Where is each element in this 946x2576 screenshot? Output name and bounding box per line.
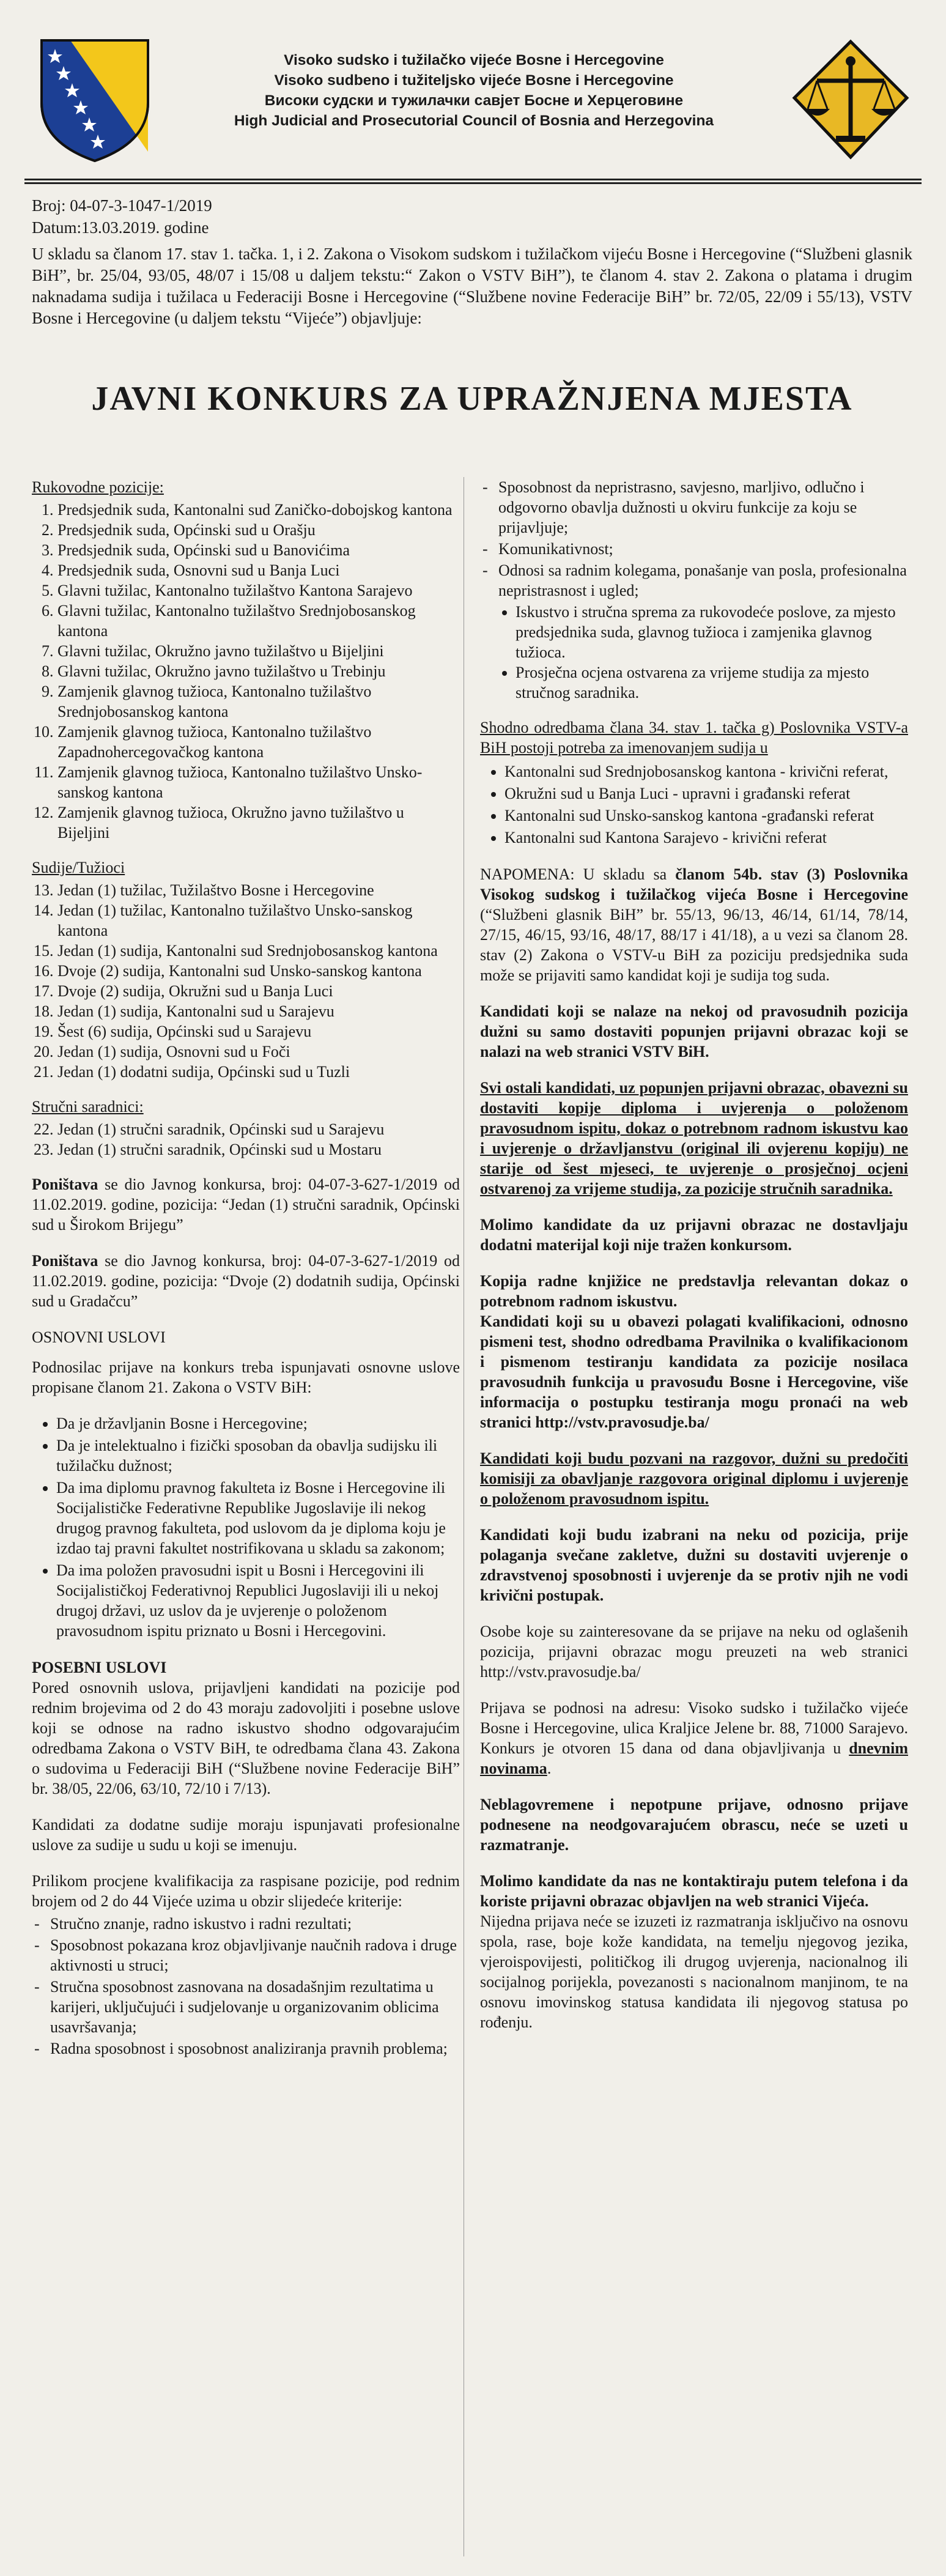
ponistava-label: Poništava	[32, 1252, 98, 1270]
izabrani-paragraph: Kandidati koji budu izabrani na neku od pozicija, prije polaganja svečane zakletve, dužni su dostaviti uvjerenje o zdravstvenoj sposobnosti i uvjerenje da se protiv njih ne vodi krivični postupak.	[480, 1526, 908, 1604]
ponistava-label: Poništava	[32, 1175, 98, 1193]
list-item: 23. Jedan (1) stručni saradnik, Općinski sud u Mostaru	[57, 1139, 460, 1160]
list-item: • Iskustvo i stručna sprema za rukovodeće poslove, za mjesto predsjednika suda, glavnog tužioca i zamjenika glavnog tužioca.	[515, 602, 908, 662]
testiranje-paragraph: Kandidati koji su u obavezi polagati kvalifikacioni, odnosno pismeni test, shodno odredbama Pravilnika o kvalifikacionom i pismenom testiranju kandidata za pozicije nosilaca pravosudnih funkcija u pravosuđu Bosne i Hercegovine, više informacija o postupku testiranja mogu pronaći na web stranici http://vstv.pravosudje.ba/	[480, 1312, 908, 1431]
list-item: - Sposobnost pokazana kroz objavljivanje naučnih radova i druge aktivnosti u struci;	[50, 1935, 460, 1975]
header-rule-top	[24, 179, 922, 180]
adresa-suffix: .	[547, 1760, 552, 1777]
institution-names	[220, 50, 728, 131]
list-item: 2. Predsjednik suda, Općinski sud u Orašju	[57, 520, 460, 540]
document-number: Broj: 04-07-3-1047-1/2019	[32, 196, 212, 215]
list-item: - Stručno znanje, radno iskustvo i radni rezultati;	[50, 1914, 460, 1934]
list-item: 7. Glavni tužilac, Okružno javno tužilaštvo u Bijeljini	[57, 641, 460, 661]
list-item: - Sposobnost da nepristrasno, savjesno, marljivo, odlučno i odgovorno obavlja dužnosti u okviru funkcije za koju se prijavljuje;	[498, 477, 908, 538]
list-item: • Prosječna ocjena ostvarena za vrijeme studija za mjesto stručnog saradnika.	[515, 662, 908, 703]
list-item: • Kantonalni sud Kantona Sarajevo - krivični referat	[504, 827, 908, 848]
list-kriteriji-right	[480, 477, 908, 601]
list-sudije	[32, 880, 460, 1082]
list-item: • Da ima položen pravosudni ispit u Bosni i Hercegovini ili Socijalističkoj Federativnoj Republici Jugoslaviji ili u nekoj drugoj državi, uz uslov da je uvjerenje o položenom pravosudnom ispitu priznato u Bosni i Hercegovini.	[56, 1560, 460, 1641]
list-item: 1. Predsjednik suda, Kantonalni sud Zaničko-dobojskog kantona	[57, 500, 460, 520]
list-osnovni-uslovi	[32, 1413, 460, 1641]
header	[24, 29, 922, 170]
left-column	[32, 477, 460, 2060]
list-shodno-sudovi	[480, 761, 908, 848]
list-item: 10. Zamjenik glavnog tužioca, Kantonalno tužilaštvo Zapadnohercegovačkog kantona	[57, 722, 460, 762]
document-date: Datum:13.03.2019. godine	[32, 218, 209, 237]
svi-ostali-paragraph: Svi ostali kandidati, uz popunjen prijavni obrazac, obavezni su dostaviti kopije diploma i uvjerenja o položenom pravosudnom ispitu, dokaz o potrebnom radnom iskustvu kao i uvjerenje o državljanstvu (original ili ovjerenu kopiju) ne starije od šest mjeseci, te uvjerenje o prosječnoj ocjeni ostvarenoj za vrijeme studija, za pozicije stručnih saradnika.	[480, 1079, 908, 1197]
list-item: 6. Glavni tužilac, Kantonalno tužilaštvo Srednjobosanskog kantona	[57, 601, 460, 641]
list-item: 13. Jedan (1) tužilac, Tužilaštvo Bosne i Hercegovine	[57, 880, 460, 900]
section-heading-sudije: Sudije/Tužioci	[32, 859, 125, 876]
institution-name-english: High Judicial and Prosecutorial Council of Bosnia and Herzegovina	[234, 113, 714, 129]
section-heading-rukovodne: Rukovodne pozicije:	[32, 478, 164, 496]
list-item: 18. Jedan (1) sudija, Kantonalni sud u Sarajevu	[57, 1001, 460, 1021]
scales-of-justice-icon	[789, 37, 912, 162]
nalaze-paragraph: Kandidati koji se nalaze na nekoj od pravosudnih pozicija dužni su samo dostaviti popunjen prijavni obrazac koji se nalazi na web stranici VSTV BiH.	[480, 1002, 908, 1060]
shodno-paragraph: Shodno odredbama člana 34. stav 1. tačka g) Poslovnika VSTV-a BiH postoji potreba za imenovanjem sudija u	[480, 719, 908, 757]
page-title: JAVNI KONKURS ZA UPRAŽNJENA MJESTA	[91, 380, 853, 418]
kopija-paragraph: Kopija radne knjižice ne predstavlja relevantan dokaz o potrebnom radnom iskustvu.	[480, 1272, 908, 1310]
list-item: 3. Predsjednik suda, Općinski sud u Banovićima	[57, 540, 460, 560]
list-item: - Odnosi sa radnim kolegama, ponašanje van posla, profesionalna nepristrasnost i ugled;	[498, 560, 908, 601]
list-item: 21. Jedan (1) dodatni sudija, Općinski sud u Tuzli	[57, 1062, 460, 1082]
list-item: 19. Šest (6) sudija, Općinski sud u Sarajevu	[57, 1021, 460, 1042]
dnevne-novine-text: dnevnim novinama	[480, 1739, 908, 1777]
nijedna-paragraph: Nijedna prijava neće se izuzeti iz razmatranja isključivo na osnovu spola, rase, boje kože kandidata, na temelju njegovog jezika, vjeroispovijesti, političkog ili drugog uvjerenja, nacionalnog ili socijalnog porijekla, povezanosti s nacionalnom manjinom, te na osnovu imovinskog statusa kandidata ili njegovog statusa po rođenju.	[480, 1912, 908, 2031]
list-item: 16. Dvoje (2) sudija, Kantonalni sud Unsko-sanskog kantona	[57, 961, 460, 981]
bih-coat-of-arms-icon	[37, 35, 153, 164]
document-meta	[32, 194, 212, 239]
posebni-paragraph: Pored osnovnih uslova, prijavljeni kandidati na pozicije pod rednim brojevima od 2 do 43 moraju zadovoljiti i posebne uslove koji se odnose na radno iskustvo shodno odgovarajućim odredbama Zakona o VSTV BiH, te odredbama člana 43. Zakona o sudovima u Federaciji BiH (“Službene novine Federacije BiH” br. 38/05, 22/06, 63/10, 72/10 i 7/13).	[32, 1679, 460, 1797]
ponistava-text: se dio Javnog konkursa, broj: 04-07-3-627-1/2019 od 11.02.2019. godine, pozicija: “Dvoje (2) dodatnih sudija, Općinski sud u Gradačcu”	[32, 1252, 460, 1310]
adresa-paragraph	[480, 1698, 908, 1778]
institution-name-serbian: Високи судски и тужилачки савјет Босне и Херцеговине	[264, 92, 684, 109]
list-item: 11. Zamjenik glavnog tužioca, Kantonalno tužilaštvo Unsko-sanskog kantona	[57, 762, 460, 802]
neblagovremene-paragraph: Neblagovremene i nepotpune prijave, odnosno prijave podnesene na neodgovarajućem obrascu, neće se uzeti u razmatranje.	[480, 1796, 908, 1854]
intro-paragraph: U skladu sa članom 17. stav 1. tačka. 1, i 2. Zakona o Visokom sudskom i tužilačkom vijeću Bosne i Hercegovine (“Službeni glasnik BiH”, br. 25/04, 93/05, 48/07 i 15/08 u daljem tekstu:“ Zakon o VSTV BiH”), te članom 4. stav 2. Zakona o platama i drugim naknadama sudija i tužilaca u Federaciji Bosne i Hercegovine (“Službene novine Federacije BiH” br. 72/05, 22/09 i 55/13), VSTV Bosne i Hercegovine (u daljem tekstu “Vijeće”) objavljuje:	[32, 245, 912, 327]
list-item: - Komunikativnost;	[498, 539, 908, 559]
napomena-prefix: NAPOMENA: U skladu sa	[480, 865, 676, 883]
list-rukovodne	[32, 500, 460, 843]
ponistava-paragraph-2	[32, 1251, 460, 1311]
list-item: • Da ima diplomu pravnog fakulteta iz Bosne i Hercegovine ili Socijalističke Federativne Republike Jugoslavije ili nekog drugog pravnog fakulteta, pod uslovom da je diploma koju je izdao taj pravni fakultet nostrifikovana u skladu sa zakonom;	[56, 1478, 460, 1558]
section-heading-posebni: POSEBNI USLOVI	[32, 1659, 167, 1676]
adresa-text: Prijava se podnosi na adresu: Visoko sudsko i tužilačko vijeće Bosne i Hercegovine, ulica Kraljice Jelene br. 88, 71000 Sarajevo. Konkurs je otvoren 15 dana od dana objavljivanja u	[480, 1699, 908, 1757]
list-kriteriji-left	[32, 1914, 460, 2059]
list-item: 14. Jedan (1) tužilac, Kantonalno tužilaštvo Unsko-sanskog kantona	[57, 900, 460, 941]
osobe-paragraph: Osobe koje su zainteresovane da se prijave na neku od oglašenih pozicija, prijavni obrazac mogu preuzeti na web stranici http://vstv.pravosudje.ba/	[480, 1623, 908, 1681]
list-item: - Stručna sposobnost zasnovana na dosadašnjim rezultatima u karijeri, uključujući i sudjelovanje u organizovanim oblicima usavršavanja;	[50, 1977, 460, 2037]
list-item: 4. Predsjednik suda, Osnovni sud u Banja Luci	[57, 560, 460, 580]
list-item: 17. Dvoje (2) sudija, Okružni sud u Banja Luci	[57, 981, 460, 1001]
napomena-suffix: (“Službeni glasnik BiH” br. 55/13, 96/13, 46/14, 61/14, 78/14, 27/15, 46/15, 93/16, 48/17, 88/17 i 41/18), a u vezi sa članom 28. stav (2) Zakona o VSTV-u BiH za poziciju predsjednika suda može se prijaviti samo kandidat koji je sudija tog suda.	[480, 906, 908, 984]
list-item: 9. Zamjenik glavnog tužioca, Kantonalno tužilaštvo Srednjobosanskog kantona	[57, 681, 460, 722]
section-heading-osnovni: OSNOVNI USLOVI	[32, 1328, 166, 1346]
institution-name-croatian: Visoko sudbeno i tužiteljsko vijeće Bosne i Hercegovine	[274, 72, 674, 89]
list-strucni	[32, 1119, 460, 1160]
dodatne-paragraph: Kandidati za dodatne sudije moraju ispunjavati profesionalne uslove za sudije u sudu u koji se imenuju.	[32, 1816, 460, 1854]
right-column	[480, 477, 908, 2048]
molimo-paragraph-2: Molimo kandidate da nas ne kontaktiraju putem telefona i da koriste prijavni obrazac objavljen na web stranici Vijeća.	[480, 1872, 908, 1910]
razgovor-paragraph: Kandidati koji budu pozvani na razgovor, dužni su predočiti komisiji za obavljanje razgovora original diplomu i uvjerenje o položenom pravosudnom ispitu.	[480, 1449, 908, 1508]
ponistava-text: se dio Javnog konkursa, broj: 04-07-3-627-1/2019 od 11.02.2019. godine, pozicija: “Jedan (1) stručni saradnik, Općinski sud u Širokom Brijegu”	[32, 1175, 460, 1234]
napomena-bold: članom 54b. stav (3) Poslovnika Visokog sudskog i tužilačkog vijeća Bosne i Hercegovine	[480, 865, 908, 903]
napomena-paragraph	[480, 864, 908, 985]
list-item: - Radna sposobnost i sposobnost analiziranja pravnih problema;	[50, 2038, 460, 2059]
list-item: 22. Jedan (1) stručni saradnik, Općinski sud u Sarajevu	[57, 1119, 460, 1139]
list-kriteriji-sub	[480, 602, 908, 703]
list-item: • Da je državljanin Bosne i Hercegovine;	[56, 1413, 460, 1434]
list-item: 12. Zamjenik glavnog tužioca, Okružno javno tužilaštvo u Bijeljini	[57, 802, 460, 843]
procjena-paragraph: Prilikom procjene kvalifikacija za raspisane pozicije, pod rednim brojem od 2 do 44 Vijeće uzima u obzir slijedeće kriterije:	[32, 1872, 460, 1910]
molimo-paragraph-1: Molimo kandidate da uz prijavni obrazac ne dostavljaju dodatni materijal koji nije tražen konkursom.	[480, 1216, 908, 1254]
list-item: 20. Jedan (1) sudija, Osnovni sud u Foči	[57, 1042, 460, 1062]
ponistava-paragraph-1	[32, 1174, 460, 1235]
list-item: 8. Glavni tužilac, Okružno javno tužilaštvo u Trebinju	[57, 661, 460, 681]
list-item: • Okružni sud u Banja Luci - upravni i građanski referat	[504, 783, 908, 804]
section-heading-strucni: Stručni saradnici:	[32, 1098, 144, 1116]
list-item: 15. Jedan (1) sudija, Kantonalni sud Srednjobosanskog kantona	[57, 941, 460, 961]
list-item: • Da je intelektualno i fizički sposoban da obavlja sudijsku ili tužilačku dužnost;	[56, 1435, 460, 1476]
list-item: • Kantonalni sud Unsko-sanskog kantona -građanski referat	[504, 805, 908, 826]
header-rule-bottom	[24, 182, 922, 184]
institution-name-bosnian: Visoko sudsko i tužilačko vijeće Bosne i Hercegovine	[284, 52, 664, 68]
list-item: 5. Glavni tužilac, Kantonalno tužilaštvo Kantona Sarajevo	[57, 580, 460, 601]
osnovni-intro: Podnosilac prijave na konkurs treba ispunjavati osnovne uslove propisane članom 21. Zakona o VSTV BiH:	[32, 1358, 460, 1396]
list-item: • Kantonalni sud Srednjobosanskog kantona - krivični referat,	[504, 761, 908, 782]
